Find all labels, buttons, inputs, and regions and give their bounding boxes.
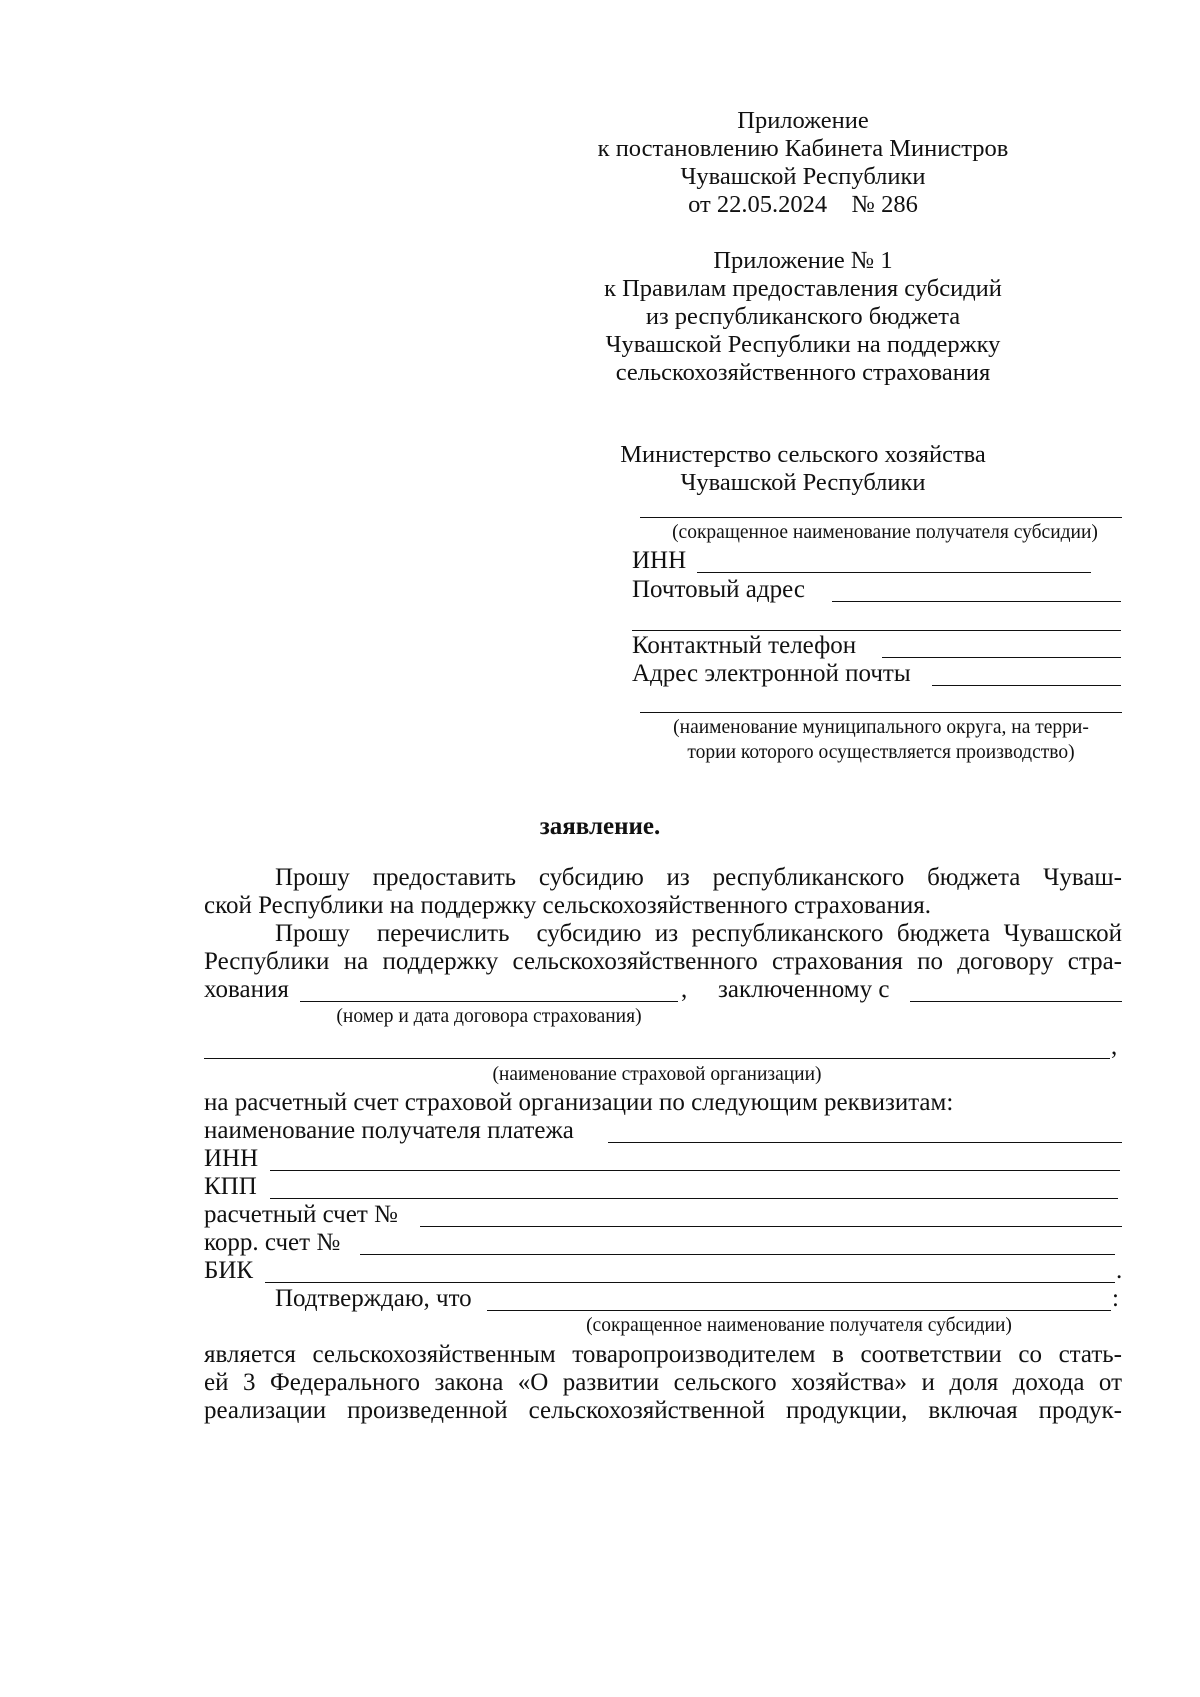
inn-label: ИНН [632,547,687,574]
paragraph-1-line: ской Республики на поддержку сельскохозяйственного страхования. [204,892,931,919]
district-field[interactable] [640,712,1122,713]
applicant-name-field[interactable] [640,517,1122,518]
insurer-caption: (наименование страховой организации) [492,1064,822,1085]
paragraph-3-line: является сельскохозяйственным товаропроизводителем в соответствии со стать- [204,1341,1122,1368]
appendix-date-number: от 22.05.2024 № 286 [688,191,918,218]
phone-field[interactable] [882,657,1121,658]
appendix-line: к постановлению Кабинета Министров [597,135,1009,162]
contract-comma: , [681,976,688,1003]
paragraph-2-line: Республики на поддержку сельскохозяйственного страхования по договору стра- [204,948,1122,975]
bik-field[interactable] [265,1282,1115,1283]
insurer-name-field[interactable] [204,1058,1110,1059]
postal-address-label: Почтовый адрес [632,576,805,603]
inn-field[interactable] [697,572,1091,573]
applicant-name-caption: (сокращенное наименование получателя субсидии) [672,522,1098,543]
concluded-with-field[interactable] [910,1001,1122,1002]
addressee-republic: Чувашской Республики [680,469,926,496]
corr-account-label: корр. счет № [204,1229,341,1256]
paragraph-3-line: реализации произведенной сельскохозяйственной продукции, включая продук- [204,1397,1122,1424]
confirm-colon: : [1112,1285,1119,1312]
insurer-comma: , [1111,1033,1118,1060]
bik-label: БИК [204,1257,254,1284]
phone-label: Контактный телефон [632,632,857,659]
confirm-caption: (сокращенное наименование получателя субсидии) [586,1315,1012,1336]
payee-name-field[interactable] [608,1142,1122,1143]
appendix-line: Чувашской Республики [680,163,926,190]
appendix-1-line: сельскохозяйственного страхования [615,359,991,386]
account-number-label: расчетный счет № [204,1201,398,1228]
paragraph-3-line: ей 3 Федерального закона «О развитии сельского хозяйства» и доля дохода от [204,1369,1122,1396]
district-caption: (наименование муниципального округа, на терри- [673,717,1089,738]
email-field[interactable] [932,685,1121,686]
document-title: заявление. [539,813,661,840]
confirm-label: Подтверждаю, что [275,1285,472,1312]
kpp-label: КПП [204,1173,257,1200]
confirm-recipient-field[interactable] [487,1310,1111,1311]
paragraph-2-line: хования [204,976,289,1003]
paragraph-2-line: Прошу перечислить субсидию из республиканского бюджета Чувашской [275,920,1122,947]
paragraph-1-line: Прошу предоставить субсидию из республиканского бюджета Чуваш- [275,864,1122,891]
appendix-1-line: к Правилам предоставления субсидий [604,275,1002,302]
contract-caption: (номер и дата договора страхования) [336,1006,642,1027]
payee-inn-field[interactable] [270,1170,1120,1171]
payee-inn-label: ИНН [204,1145,259,1172]
account-intro: на расчетный счет страховой организации по следующим реквизитам: [204,1089,954,1116]
appendix-1-line: Чувашской Республики на поддержку [605,331,1001,358]
appendix-1-heading: Приложение № 1 [713,247,893,274]
kpp-field[interactable] [270,1198,1118,1199]
appendix-heading: Приложение [737,107,869,134]
email-label: Адрес электронной почты [632,660,911,687]
appendix-1-line: из республиканского бюджета [645,303,961,330]
contract-number-date-field[interactable] [300,1001,678,1002]
addressee-ministry: Министерство сельского хозяйства [620,441,986,468]
payee-name-label: наименование получателя платежа [204,1117,574,1144]
district-caption: тории которого осуществляется производство) [687,742,1075,763]
bik-period: . [1116,1257,1123,1284]
concluded-with-label: заключенному с [718,976,890,1003]
corr-account-field[interactable] [360,1254,1115,1255]
postal-address-field[interactable] [832,601,1121,602]
account-number-field[interactable] [420,1226,1122,1227]
